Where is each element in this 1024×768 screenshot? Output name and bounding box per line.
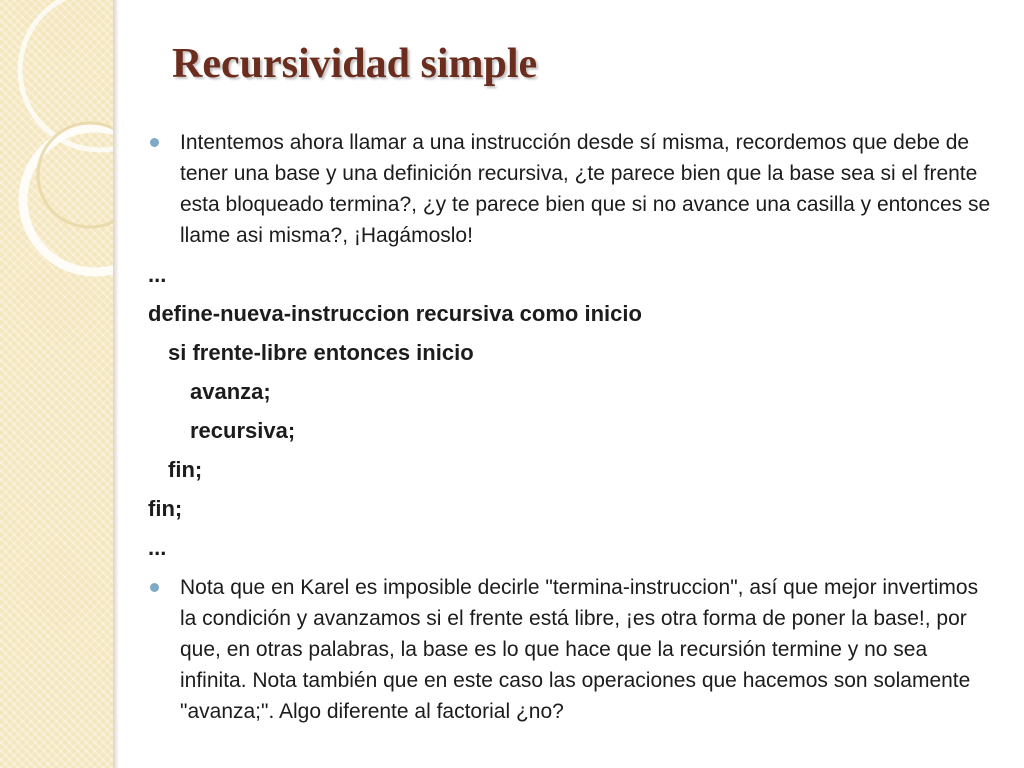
code-line: fin; — [168, 457, 203, 482]
bullet-text-2: Nota que en Karel es imposible decirle "termina-instruccion", así que mejor invertimos la condición y avanzamos si el frente está libre, ¡es otra forma de poner la base!, por que, en otras palabras, la base es lo que hace que la recursión termine y no sea infinita. Nota también que en este caso las operaciones que hacemos son solamente "avanza;". Algo diferente al factorial ¿no? — [180, 576, 979, 723]
code-block — [148, 255, 998, 567]
bullet-paragraph-2 — [148, 572, 998, 727]
decorative-circles — [0, 0, 113, 768]
bullet-paragraph-1 — [148, 127, 998, 251]
slide-body — [148, 127, 998, 727]
side-band-shadow — [113, 0, 119, 768]
code-line: si frente-libre entonces inicio — [168, 340, 474, 365]
bullet-text-1: Intentemos ahora llamar a una instrucción desde sí misma, recordemos que debe de tener una base y una definición recursiva, ¿te parece bien que la base sea si el frente esta bloqueado termina?, ¿y te parece bien que si no avance una casilla y entonces se llame asi misma?, ¡Hagámoslo! — [180, 131, 991, 247]
code-line: define-nueva-instruccion recursiva como inicio — [148, 301, 642, 326]
slide-title: Recursividad simple — [172, 41, 538, 87]
code-line: avanza; — [190, 379, 271, 404]
bullet-icon — [150, 138, 159, 147]
bullet-icon — [150, 583, 159, 592]
code-line: ... — [148, 262, 167, 287]
code-line: ... — [148, 535, 167, 560]
code-line: recursiva; — [190, 418, 296, 443]
code-line: fin; — [148, 496, 183, 521]
decorative-side-band — [0, 0, 113, 768]
